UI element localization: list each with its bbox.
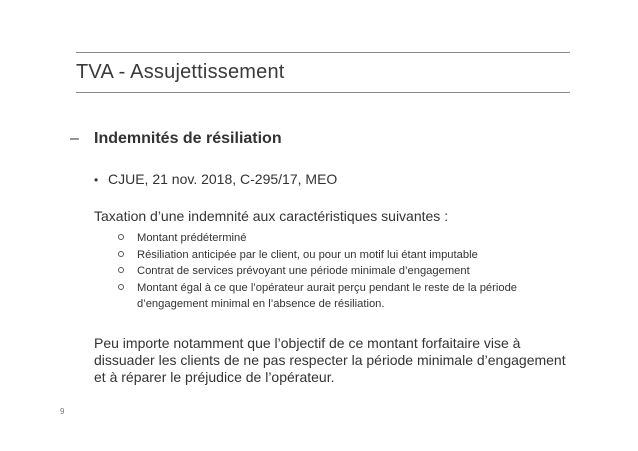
circle-bullet-icon xyxy=(118,267,124,273)
list-item xyxy=(116,280,586,313)
header-bottom-rule xyxy=(76,92,570,93)
criteria-list xyxy=(116,230,586,313)
slide-title: TVA - Assujettissement xyxy=(76,61,285,83)
header-top-rule xyxy=(76,52,570,53)
case-reference xyxy=(94,171,337,187)
section-heading xyxy=(70,130,282,148)
circle-bullet-icon xyxy=(118,251,124,257)
conclusion-paragraph: Peu importe notamment que l’objectif de ce montant forfaitaire vise à dissuader les clients de ne pas respecter la période minimale d’engagement et à réparer le préjudice de l’opérateur. xyxy=(94,335,566,385)
list-item xyxy=(116,247,586,264)
circle-bullet-icon xyxy=(118,234,124,240)
section-dash: – xyxy=(70,130,79,147)
page-number: 9 xyxy=(60,407,65,416)
criteria-text: Contrat de services prévoyant une période minimale d’engagement xyxy=(137,265,470,277)
list-item xyxy=(116,230,586,247)
case-bullet: • xyxy=(94,173,99,187)
criteria-text: Montant prédéterminé xyxy=(137,232,247,244)
list-item xyxy=(116,263,586,280)
criteria-text: Résiliation anticipée par le client, ou pour un motif lui étant imputable xyxy=(137,248,478,261)
circle-bullet-icon xyxy=(118,284,124,290)
criteria-intro: Taxation d’une indemnité aux caractéristiques suivantes : xyxy=(94,208,449,224)
criteria-text: Montant égal à ce que l’opérateur aurait perçu pendant le reste de la période d’engagement minimal en l’absence de résiliation. xyxy=(137,281,518,310)
case-reference-text: CJUE, 21 nov. 2018, C-295/17, MEO xyxy=(108,171,338,187)
section-heading-text: Indemnités de résiliation xyxy=(94,130,282,147)
